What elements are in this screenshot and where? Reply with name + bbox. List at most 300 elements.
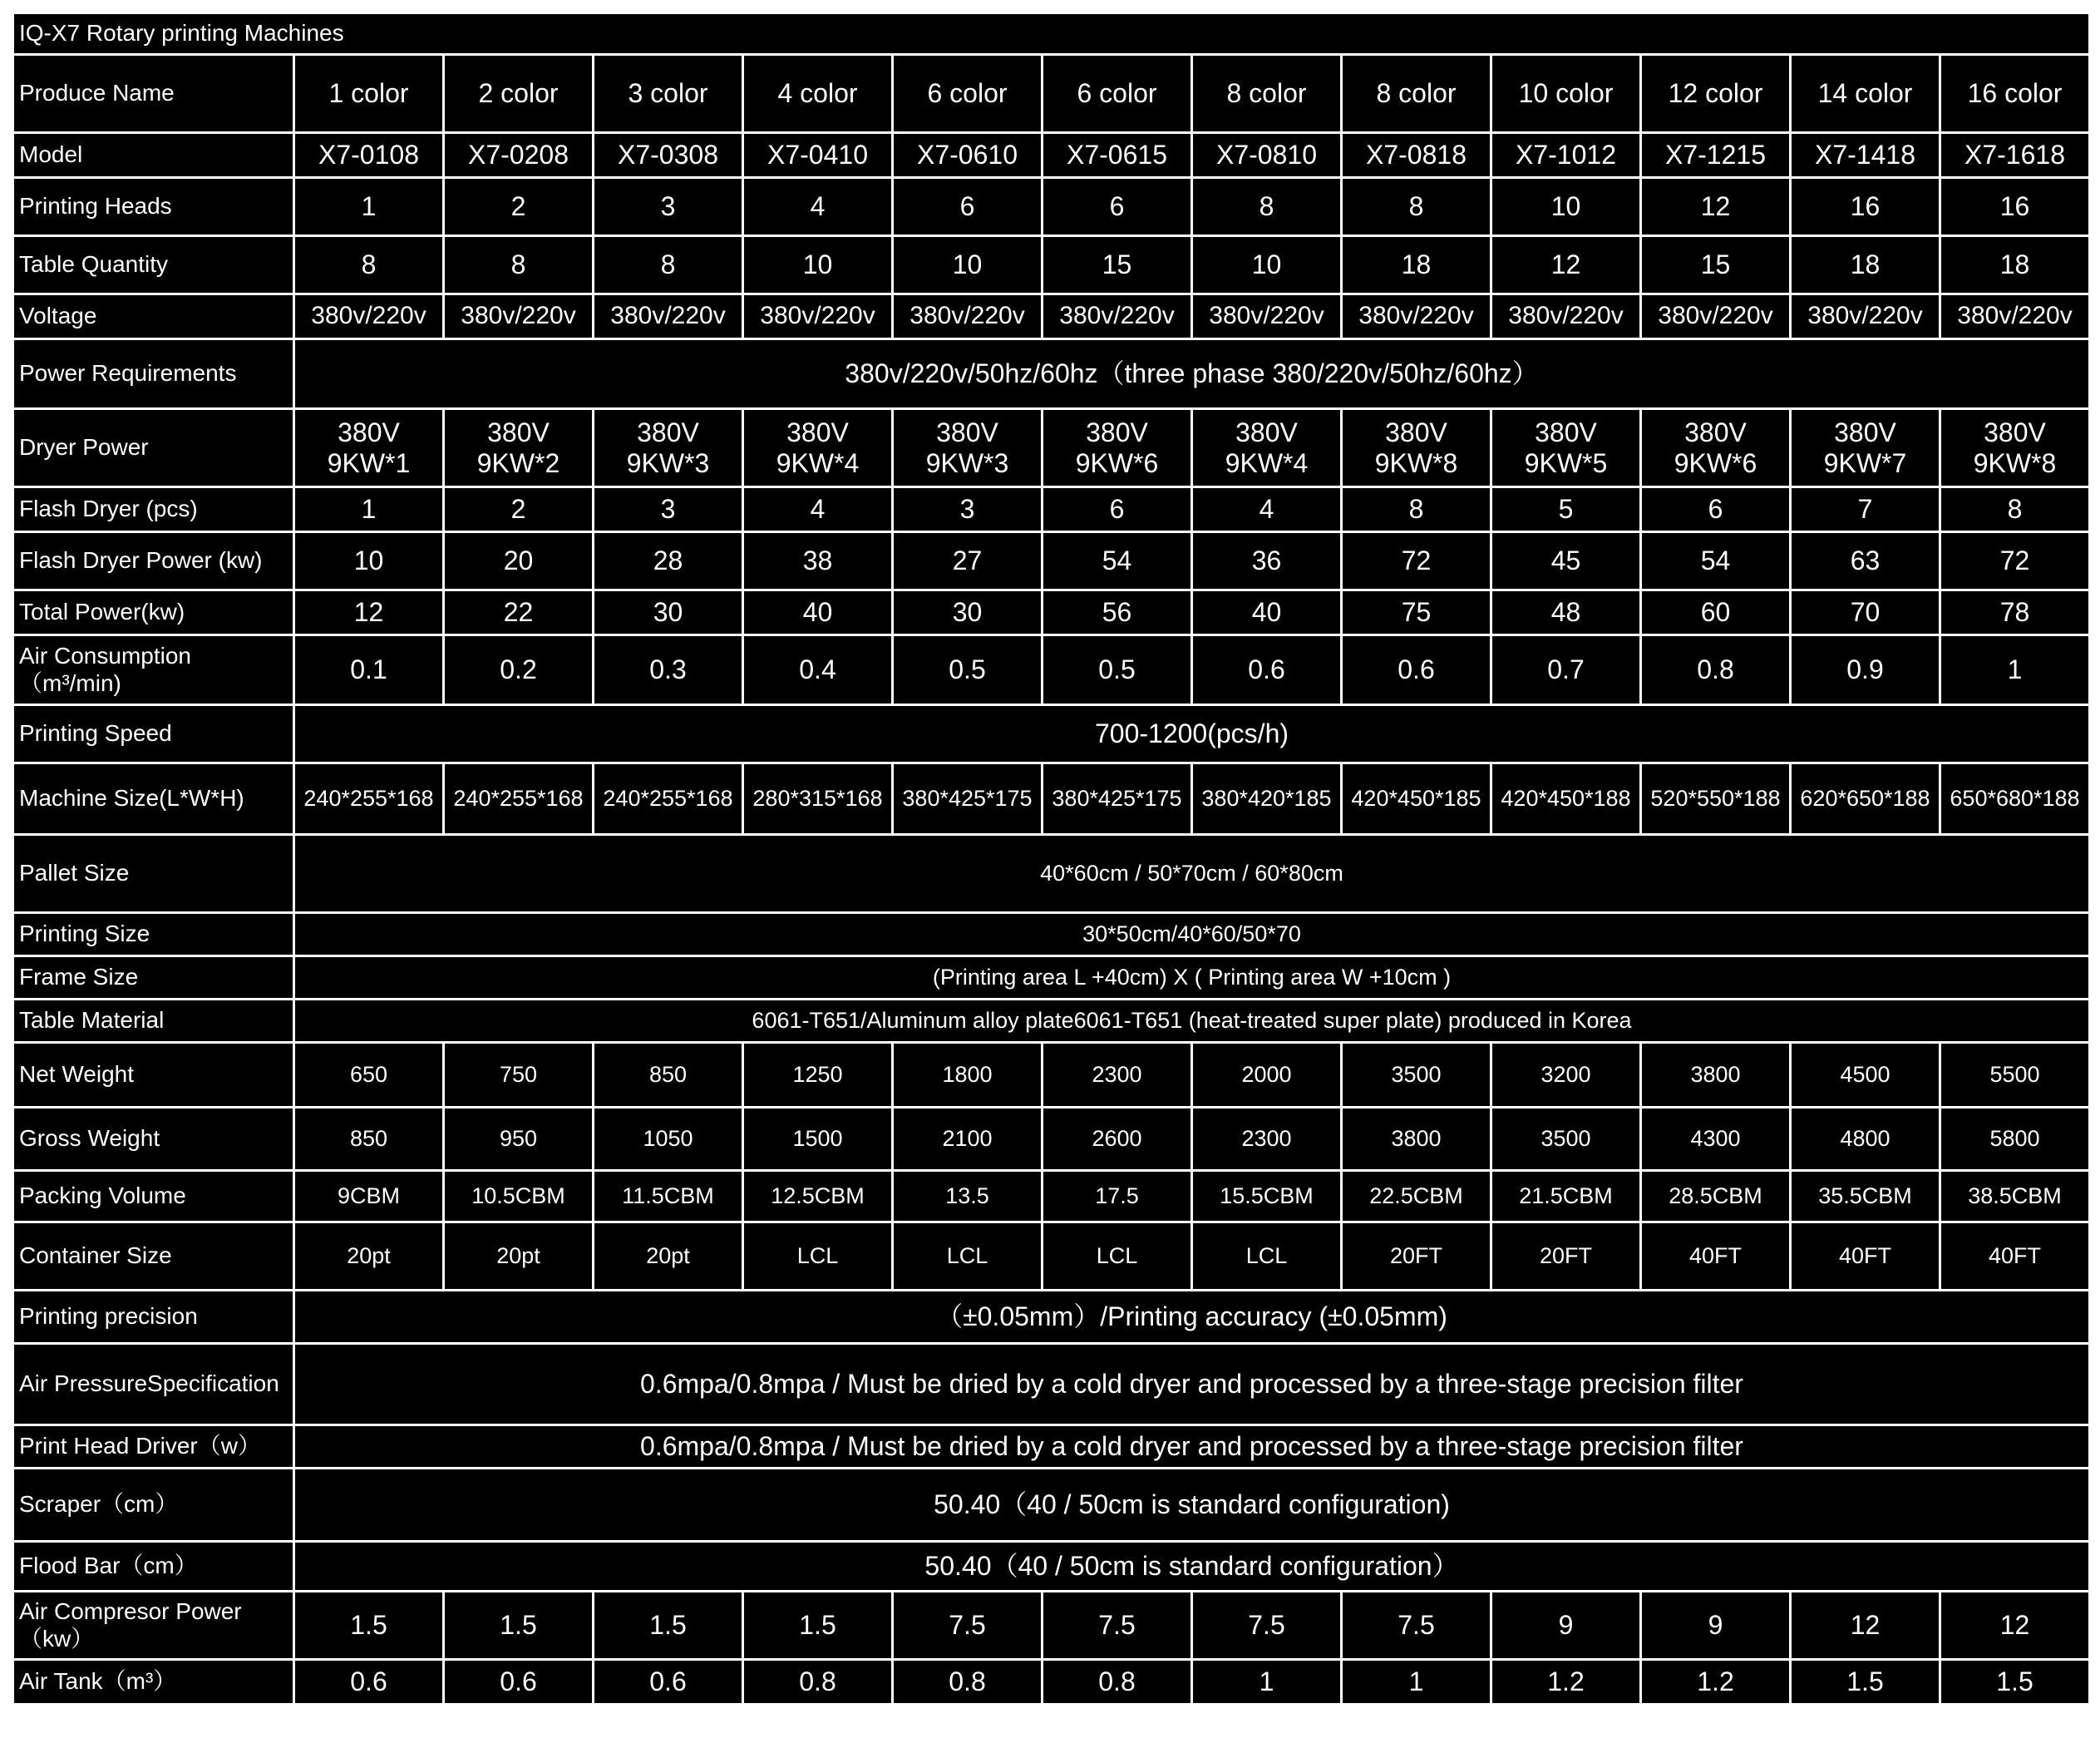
row-label: Table Material [13, 1000, 294, 1043]
spec-row-net-weight [13, 1043, 2090, 1108]
value-cell: 5800 [1940, 1108, 2090, 1171]
value-cell: 1 [294, 178, 444, 236]
value-line: 380V [1385, 417, 1447, 447]
value-cell: 420*450*188 [1491, 763, 1641, 835]
row-label: Power Requirements [13, 339, 294, 409]
value-cell: 380v/220v [1491, 294, 1641, 339]
value-cell: X7-1215 [1641, 133, 1791, 178]
row-label [13, 635, 294, 705]
spec-row-produce-name [13, 55, 2090, 133]
row-label-line: （m³/min) [19, 669, 121, 696]
value-cell: 0.5 [1043, 635, 1192, 705]
merged-value: 700-1200(pcs/h) [294, 705, 2090, 763]
value-cell: 18 [1342, 236, 1491, 294]
value-cell [1491, 409, 1641, 487]
value-line: 380V [1984, 417, 2046, 447]
spec-row-flash-dryer-pcs [13, 487, 2090, 532]
value-line: 9KW*2 [476, 447, 560, 478]
row-label: Flood Bar（cm） [13, 1542, 294, 1592]
spec-row-dryer-power [13, 409, 2090, 487]
spec-row-printing-speed [13, 705, 2090, 763]
row-label: Pallet Size [13, 835, 294, 913]
value-cell: 8 [1940, 487, 2090, 532]
value-cell [743, 409, 893, 487]
value-cell: 6 color [893, 55, 1043, 133]
value-cell: 4 color [743, 55, 893, 133]
value-cell: LCL [1043, 1222, 1192, 1291]
value-cell: 950 [444, 1108, 594, 1171]
value-cell: 2300 [1192, 1108, 1342, 1171]
value-cell: 63 [1791, 532, 1940, 590]
spec-row-packing-volume [13, 1171, 2090, 1222]
value-cell: 520*550*188 [1641, 763, 1791, 835]
value-cell: 20pt [294, 1222, 444, 1291]
value-cell: 6 [893, 178, 1043, 236]
value-cell: 40FT [1791, 1222, 1940, 1291]
spec-table-body [13, 13, 2090, 1705]
value-cell: 1800 [893, 1043, 1043, 1108]
row-label: Gross Weight [13, 1108, 294, 1171]
value-cell: 2 color [444, 55, 594, 133]
value-cell: 10 [1192, 236, 1342, 294]
spec-row-flash-dryer-power-kw [13, 532, 2090, 590]
value-cell: 40 [1192, 590, 1342, 635]
value-cell: 240*255*168 [444, 763, 594, 835]
row-label: Total Power(kw) [13, 590, 294, 635]
value-cell: 380v/220v [444, 294, 594, 339]
value-cell: 3 color [594, 55, 743, 133]
value-line: 380V [1535, 417, 1597, 447]
value-cell: 15 [1641, 236, 1791, 294]
row-label: Printing Size [13, 913, 294, 956]
value-cell [294, 409, 444, 487]
value-cell: 1.5 [294, 1592, 444, 1660]
value-cell: 18 [1791, 236, 1940, 294]
value-cell: X7-1012 [1491, 133, 1641, 178]
value-cell: 4500 [1791, 1043, 1940, 1108]
spec-row-air-tank-m [13, 1660, 2090, 1705]
value-cell: 1.2 [1641, 1660, 1791, 1705]
value-cell: 0.6 [594, 1660, 743, 1705]
spec-row-flood-bar-cm [13, 1542, 2090, 1592]
value-cell: X7-0615 [1043, 133, 1192, 178]
value-cell: 8 [594, 236, 743, 294]
merged-value: （±0.05mm）/Printing accuracy (±0.05mm) [294, 1291, 2090, 1344]
value-cell: 380v/220v [893, 294, 1043, 339]
value-cell: 380v/220v [1641, 294, 1791, 339]
value-cell: 15.5CBM [1192, 1171, 1342, 1222]
value-cell: 10.5CBM [444, 1171, 594, 1222]
value-cell: 0.6 [444, 1660, 594, 1705]
row-label: Printing precision [13, 1291, 294, 1344]
row-label: Produce Name [13, 55, 294, 133]
value-cell: 0.8 [893, 1660, 1043, 1705]
value-cell: X7-1618 [1940, 133, 2090, 178]
value-cell: 1 color [294, 55, 444, 133]
value-cell: 1.5 [743, 1592, 893, 1660]
row-label: Table Quantity [13, 236, 294, 294]
value-line: 380V [338, 417, 400, 447]
value-cell: X7-0208 [444, 133, 594, 178]
value-cell [1641, 409, 1791, 487]
value-cell: 70 [1791, 590, 1940, 635]
value-cell: 8 [444, 236, 594, 294]
spec-row-model [13, 133, 2090, 178]
value-cell: 1 [1940, 635, 2090, 705]
value-cell: 3 [594, 178, 743, 236]
value-cell: 60 [1641, 590, 1791, 635]
value-line: 9KW*8 [1374, 447, 1458, 478]
value-cell: 240*255*168 [594, 763, 743, 835]
value-cell: 380*425*175 [1043, 763, 1192, 835]
value-cell: 15 [1043, 236, 1192, 294]
value-cell: 20FT [1342, 1222, 1491, 1291]
spec-row-pallet-size [13, 835, 2090, 913]
value-cell: 12 [1791, 1592, 1940, 1660]
value-cell: 380v/220v [1342, 294, 1491, 339]
value-cell: 1.5 [1940, 1660, 2090, 1705]
row-label: Print Head Driver（w） [13, 1425, 294, 1469]
value-cell: 280*315*168 [743, 763, 893, 835]
value-cell: 12 color [1641, 55, 1791, 133]
merged-value: 50.40（40 / 50cm is standard configuration） [294, 1542, 2090, 1592]
spec-row-container-size [13, 1222, 2090, 1291]
row-label: Printing Heads [13, 178, 294, 236]
row-label: Flash Dryer Power (kw) [13, 532, 294, 590]
value-cell: 380*420*185 [1192, 763, 1342, 835]
value-cell: 3800 [1641, 1043, 1791, 1108]
value-cell: 2 [444, 487, 594, 532]
value-cell: 8 [1192, 178, 1342, 236]
value-cell: 0.6 [1192, 635, 1342, 705]
row-label-line: Air Compresor Power [19, 1598, 242, 1625]
value-cell: 38 [743, 532, 893, 590]
value-cell: 380v/220v [594, 294, 743, 339]
value-cell [594, 409, 743, 487]
value-cell: 8 color [1192, 55, 1342, 133]
value-cell [893, 409, 1043, 487]
merged-value: 0.6mpa/0.8mpa / Must be dried by a cold dryer and processed by a three-stage precision filter [294, 1344, 2090, 1425]
value-cell: 20FT [1491, 1222, 1641, 1291]
value-line: 380V [1235, 417, 1298, 447]
value-line: 380V [786, 417, 849, 447]
value-cell: 54 [1641, 532, 1791, 590]
value-line: 380V [1684, 417, 1747, 447]
value-cell: 4 [1192, 487, 1342, 532]
row-label: Model [13, 133, 294, 178]
value-cell [444, 409, 594, 487]
value-cell: 12.5CBM [743, 1171, 893, 1222]
value-cell: 5500 [1940, 1043, 2090, 1108]
spec-row-frame-size [13, 956, 2090, 1000]
value-cell: 40FT [1940, 1222, 2090, 1291]
value-cell: 10 [893, 236, 1043, 294]
value-cell: 380*425*175 [893, 763, 1043, 835]
value-cell: 620*650*188 [1791, 763, 1940, 835]
value-cell: 0.8 [1043, 1660, 1192, 1705]
value-cell: 750 [444, 1043, 594, 1108]
value-cell: 1 [1342, 1660, 1491, 1705]
value-cell: 12 [294, 590, 444, 635]
value-line: 380V [487, 417, 550, 447]
value-cell: 0.2 [444, 635, 594, 705]
value-cell: 45 [1491, 532, 1641, 590]
value-line: 9KW*8 [1973, 447, 2057, 478]
value-cell: 7.5 [1043, 1592, 1192, 1660]
value-cell: 28 [594, 532, 743, 590]
value-cell: 9 [1641, 1592, 1791, 1660]
value-cell: 3 [893, 487, 1043, 532]
value-cell: 8 [294, 236, 444, 294]
value-cell: 8 [1342, 487, 1491, 532]
spec-row-air-consumption-m-min [13, 635, 2090, 705]
value-cell: X7-1418 [1791, 133, 1940, 178]
value-cell: 40 [743, 590, 893, 635]
value-cell: 6 [1641, 487, 1791, 532]
value-cell: 22 [444, 590, 594, 635]
value-cell: 0.1 [294, 635, 444, 705]
merged-value: 50.40（40 / 50cm is standard configuration) [294, 1469, 2090, 1542]
value-cell: 0.6 [1342, 635, 1491, 705]
spec-row-scraper-cm [13, 1469, 2090, 1542]
value-cell: 380v/220v [294, 294, 444, 339]
value-cell: 420*450*185 [1342, 763, 1491, 835]
row-label: Flash Dryer (pcs) [13, 487, 294, 532]
spec-row-printing-precision [13, 1291, 2090, 1344]
value-line: 380V [1086, 417, 1148, 447]
value-cell: 4 [743, 487, 893, 532]
value-cell: 22.5CBM [1342, 1171, 1491, 1222]
title-row [13, 13, 2090, 55]
value-cell: 30 [893, 590, 1043, 635]
merged-value: 40*60cm / 50*70cm / 60*80cm [294, 835, 2090, 913]
row-label: Net Weight [13, 1043, 294, 1108]
value-cell: 14 color [1791, 55, 1940, 133]
merged-value: 380v/220v/50hz/60hz（three phase 380/220v/50hz/60hz） [294, 339, 2090, 409]
value-cell: 2000 [1192, 1043, 1342, 1108]
row-label: Container Size [13, 1222, 294, 1291]
spec-row-power-requirements [13, 339, 2090, 409]
spec-table [12, 12, 2091, 1706]
value-cell: 0.8 [1641, 635, 1791, 705]
row-label: Packing Volume [13, 1171, 294, 1222]
value-cell: 18 [1940, 236, 2090, 294]
value-line: 9KW*6 [1674, 447, 1757, 478]
row-label: Voltage [13, 294, 294, 339]
value-cell: 8 [1342, 178, 1491, 236]
row-label: Machine Size(L*W*H) [13, 763, 294, 835]
value-cell: 16 [1791, 178, 1940, 236]
value-cell: 36 [1192, 532, 1342, 590]
value-cell: 650*680*188 [1940, 763, 2090, 835]
row-label: Dryer Power [13, 409, 294, 487]
value-cell: 30 [594, 590, 743, 635]
value-cell: 20pt [444, 1222, 594, 1291]
value-cell: 1.2 [1491, 1660, 1641, 1705]
value-cell: 12 [1491, 236, 1641, 294]
value-cell: X7-0818 [1342, 133, 1491, 178]
value-cell: 12 [1940, 1592, 2090, 1660]
value-cell: 16 [1940, 178, 2090, 236]
row-label [13, 1592, 294, 1660]
value-cell: 7.5 [1342, 1592, 1491, 1660]
row-label-line: （kw） [19, 1625, 95, 1652]
spec-sheet [12, 12, 2091, 1706]
value-cell [1791, 409, 1940, 487]
merged-value: 30*50cm/40*60/50*70 [294, 913, 2090, 956]
value-line: 9KW*4 [776, 447, 860, 478]
value-cell: 0.3 [594, 635, 743, 705]
value-cell: 1.5 [594, 1592, 743, 1660]
value-cell: 13.5 [893, 1171, 1043, 1222]
value-line: 9KW*1 [327, 447, 411, 478]
merged-value: 0.6mpa/0.8mpa / Must be dried by a cold dryer and processed by a three-stage precision filter [294, 1425, 2090, 1469]
row-label: Scraper（cm） [13, 1469, 294, 1542]
value-cell: 1050 [594, 1108, 743, 1171]
value-cell: 7 [1791, 487, 1940, 532]
spec-row-print-head-driver-w [13, 1425, 2090, 1469]
value-cell: 7.5 [893, 1592, 1043, 1660]
value-cell: 20 [444, 532, 594, 590]
value-cell: 850 [594, 1043, 743, 1108]
value-line: 9KW*4 [1225, 447, 1309, 478]
value-cell: 2 [444, 178, 594, 236]
value-cell: X7-0810 [1192, 133, 1342, 178]
value-cell: 3500 [1491, 1108, 1641, 1171]
value-cell: 0.5 [893, 635, 1043, 705]
value-cell: 3500 [1342, 1043, 1491, 1108]
value-cell [1940, 409, 2090, 487]
value-cell: 17.5 [1043, 1171, 1192, 1222]
value-cell: 380v/220v [743, 294, 893, 339]
value-cell: 6 color [1043, 55, 1192, 133]
value-cell: 28.5CBM [1641, 1171, 1791, 1222]
value-cell: 27 [893, 532, 1043, 590]
spec-row-total-power-kw [13, 590, 2090, 635]
spec-row-machine-size-l-w-h [13, 763, 2090, 835]
value-cell: 9CBM [294, 1171, 444, 1222]
value-cell: 16 color [1940, 55, 2090, 133]
value-cell: 1.5 [1791, 1660, 1940, 1705]
value-cell: 11.5CBM [594, 1171, 743, 1222]
merged-value: (Printing area L +40cm) X ( Printing area W +10cm ) [294, 956, 2090, 1000]
value-cell: 380v/220v [1940, 294, 2090, 339]
value-cell: 56 [1043, 590, 1192, 635]
value-cell: LCL [743, 1222, 893, 1291]
value-cell: 75 [1342, 590, 1491, 635]
value-cell: 3800 [1342, 1108, 1491, 1171]
value-cell: 6 [1043, 178, 1192, 236]
value-cell: 0.4 [743, 635, 893, 705]
value-cell: 1 [1192, 1660, 1342, 1705]
value-line: 380V [1834, 417, 1896, 447]
value-cell: 240*255*168 [294, 763, 444, 835]
row-label: Air Tank（m³） [13, 1660, 294, 1705]
value-cell: 35.5CBM [1791, 1171, 1940, 1222]
value-cell: 0.8 [743, 1660, 893, 1705]
value-cell: 1.5 [444, 1592, 594, 1660]
value-line: 9KW*6 [1075, 447, 1159, 478]
value-cell: X7-0308 [594, 133, 743, 178]
value-cell: 1 [294, 487, 444, 532]
value-cell: 10 [294, 532, 444, 590]
value-cell: 0.6 [294, 1660, 444, 1705]
value-cell: 1250 [743, 1043, 893, 1108]
value-cell: 78 [1940, 590, 2090, 635]
value-cell: 380v/220v [1043, 294, 1192, 339]
value-cell: 2600 [1043, 1108, 1192, 1171]
spec-row-table-quantity [13, 236, 2090, 294]
value-cell: 3 [594, 487, 743, 532]
spec-row-table-material [13, 1000, 2090, 1043]
value-line: 9KW*7 [1823, 447, 1907, 478]
value-cell: 380v/220v [1192, 294, 1342, 339]
value-cell: 12 [1641, 178, 1791, 236]
value-cell: 0.9 [1791, 635, 1940, 705]
spec-row-printing-size [13, 913, 2090, 956]
value-cell: 0.7 [1491, 635, 1641, 705]
value-line: 9KW*5 [1524, 447, 1608, 478]
merged-value: 6061-T651/Aluminum alloy plate6061-T651 (heat-treated super plate) produced in Korea [294, 1000, 2090, 1043]
value-cell: 9 [1491, 1592, 1641, 1660]
value-cell: 20pt [594, 1222, 743, 1291]
value-cell: 38.5CBM [1940, 1171, 2090, 1222]
value-cell: 6 [1043, 487, 1192, 532]
value-cell: X7-0610 [893, 133, 1043, 178]
spec-row-printing-heads [13, 178, 2090, 236]
value-cell: LCL [893, 1222, 1043, 1291]
value-cell: 10 [743, 236, 893, 294]
value-cell: 72 [1940, 532, 2090, 590]
value-line: 9KW*3 [925, 447, 1009, 478]
row-label-line: Air Consumption [19, 643, 191, 669]
value-line: 380V [936, 417, 998, 447]
table-title: IQ-X7 Rotary printing Machines [13, 13, 2090, 55]
value-cell: 4800 [1791, 1108, 1940, 1171]
value-cell: 40FT [1641, 1222, 1791, 1291]
value-cell: 1500 [743, 1108, 893, 1171]
value-cell: 10 color [1491, 55, 1641, 133]
value-cell [1192, 409, 1342, 487]
value-cell: 10 [1491, 178, 1641, 236]
row-label: Air PressureSpecification [13, 1344, 294, 1425]
value-cell [1342, 409, 1491, 487]
spec-row-gross-weight [13, 1108, 2090, 1171]
value-cell: X7-0108 [294, 133, 444, 178]
value-cell: 2300 [1043, 1043, 1192, 1108]
value-cell: 72 [1342, 532, 1491, 590]
value-cell: 4 [743, 178, 893, 236]
value-cell: 2100 [893, 1108, 1043, 1171]
row-label: Frame Size [13, 956, 294, 1000]
value-line: 9KW*3 [626, 447, 710, 478]
value-cell: 48 [1491, 590, 1641, 635]
spec-row-air-pressurespecification [13, 1344, 2090, 1425]
value-cell: 650 [294, 1043, 444, 1108]
value-cell: 380v/220v [1791, 294, 1940, 339]
value-cell: 5 [1491, 487, 1641, 532]
value-cell [1043, 409, 1192, 487]
value-cell: X7-0410 [743, 133, 893, 178]
value-cell: 4300 [1641, 1108, 1791, 1171]
value-cell: LCL [1192, 1222, 1342, 1291]
value-cell: 21.5CBM [1491, 1171, 1641, 1222]
value-cell: 8 color [1342, 55, 1491, 133]
value-line: 380V [637, 417, 699, 447]
value-cell: 3200 [1491, 1043, 1641, 1108]
value-cell: 7.5 [1192, 1592, 1342, 1660]
value-cell: 54 [1043, 532, 1192, 590]
